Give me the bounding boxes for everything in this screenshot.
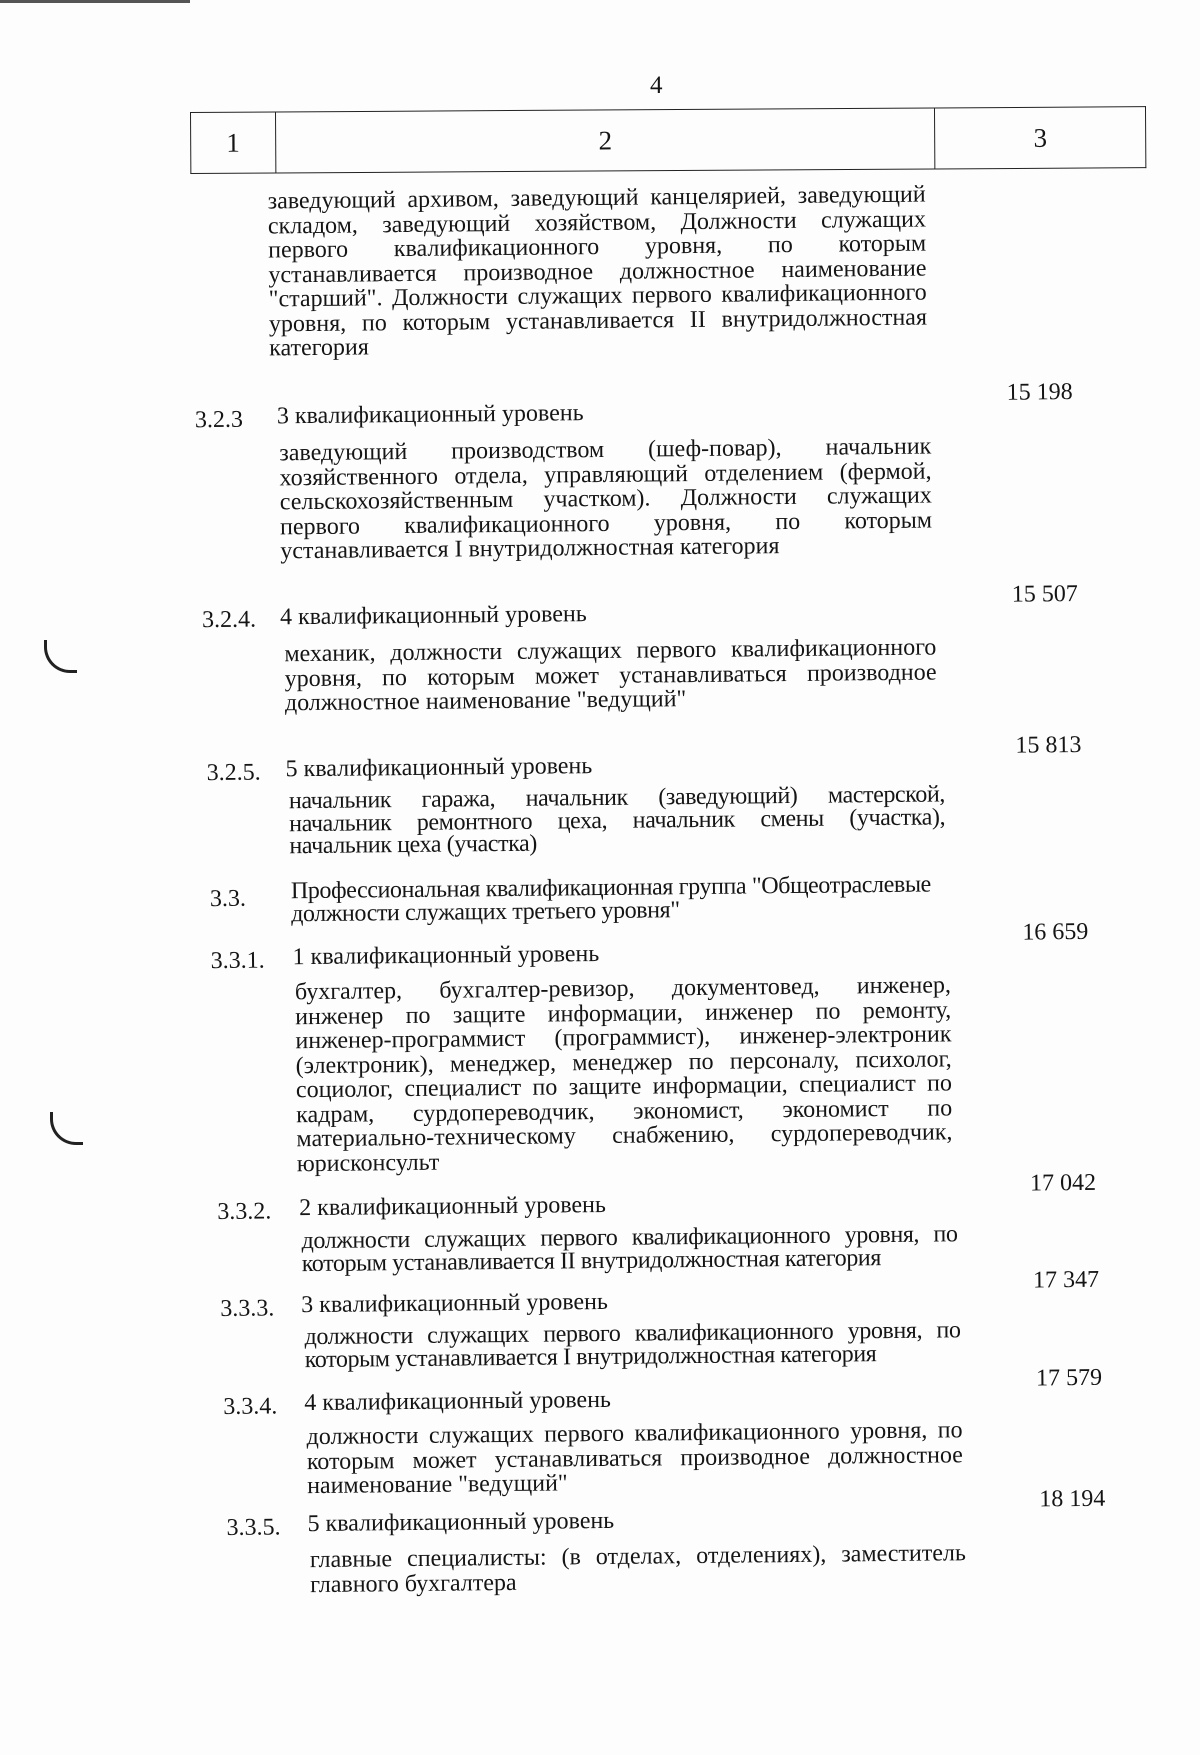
row-salary: 17 347 (1032, 1266, 1100, 1294)
row-description: должности служащих первого квалификационного уровня, по которым устанавливается I внутридолжностная категория (304, 1317, 961, 1373)
row-level: 4 квалификационный уровень (279, 601, 587, 631)
scan-edge-line (0, 0, 190, 3)
header-col-1: 1 (191, 112, 276, 174)
header-col-2: 2 (275, 108, 935, 173)
row-number: 3.3. (209, 885, 247, 913)
row-salary: 17 579 (1035, 1364, 1103, 1392)
row-salary: 15 198 (1006, 379, 1073, 406)
row-number: 3.3.2. (217, 1198, 272, 1226)
row-description: должности служащих первого квалификационного уровня, по которым устанавливается II внутридолжностная категория (301, 1221, 958, 1277)
header-col-3: 3 (935, 107, 1146, 169)
row-level: 3 квалификационный уровень (301, 1288, 609, 1319)
row-number: 3.3.1. (210, 947, 265, 975)
row-description: начальник гаража, начальник (заведующий) мастерской, начальник ремонтного цеха, начальник смены (участка), начальник цеха (участка) (288, 781, 946, 860)
row-salary: 18 194 (1039, 1485, 1106, 1513)
row-description: главные специалисты: (в отделах, отделениях), заместитель главного бухгалтера (309, 1540, 966, 1598)
row-number: 3.3.3. (220, 1295, 275, 1322)
group-title: Профессиональная квалификационная группа "Общеотраслевые должности служащих третьего уровня" (290, 871, 931, 927)
page-number: 4 (650, 72, 663, 99)
row-level: 1 квалификационный уровень (292, 941, 600, 971)
row-salary: 17 042 (1029, 1169, 1097, 1197)
row-level: 5 квалификационный уровень (307, 1507, 615, 1538)
row-number: 3.3.5. (226, 1514, 281, 1541)
row-number: 3.2.5. (206, 759, 261, 787)
row-salary: 15 813 (1015, 731, 1082, 759)
row-description: бухгалтер, бухгалтер-ревизор, документовед, инженер, инженер по защите информации, инженер по ремонту, инженер-программист (программист), инженер-электроник (электроник), менеджер, менеджер по персоналу, психолог, социолог, специалист по защите информации, специалист по кадрам, сурдопереводчик, экономист, экономист по материально-техническому снабжению, сурдопереводчик, юрисконсульт (294, 972, 953, 1177)
row-level: 2 квалификационный уровень (299, 1191, 607, 1222)
row-salary: 16 659 (1022, 918, 1089, 946)
row-description: механик, должности служащих первого квалификационного уровня, по которым может устанавливаться производное должностное наименование "ведущий" (284, 634, 937, 717)
row-number: 3.3.4. (223, 1393, 278, 1420)
row-number: 3.2.3 (194, 406, 244, 434)
row-level: 4 квалификационный уровень (304, 1386, 612, 1417)
row-number: 3.2.4. (201, 606, 257, 634)
row-description: должности служащих первого квалификационного уровня, по которым может устанавливаться производное должностное наименование "ведущий" (306, 1417, 963, 1500)
intro-paragraph: заведующий архивом, заведующий канцелярией, заведующий складом, заведующий хозяйством, Должности служащих первого квалификационного уровня, по которым устанавливается производное должностное наименование "старший". Должности служащих первого квалификационного уровня, по которым устанавливается II внутридолжностная категория (267, 181, 928, 362)
row-level: 3 квалификационный уровень (276, 400, 584, 430)
row-description: заведующий производством (шеф-повар), начальник хозяйственного отдела, управляющий отделением (фермой, сельскохозяйственным участком). Должности служащих первого квалификационного уровня, по которым устанавливается I внутридолжностная категория (279, 433, 933, 565)
row-salary: 15 507 (1011, 580, 1078, 608)
row-level: 5 квалификационный уровень (285, 753, 593, 783)
